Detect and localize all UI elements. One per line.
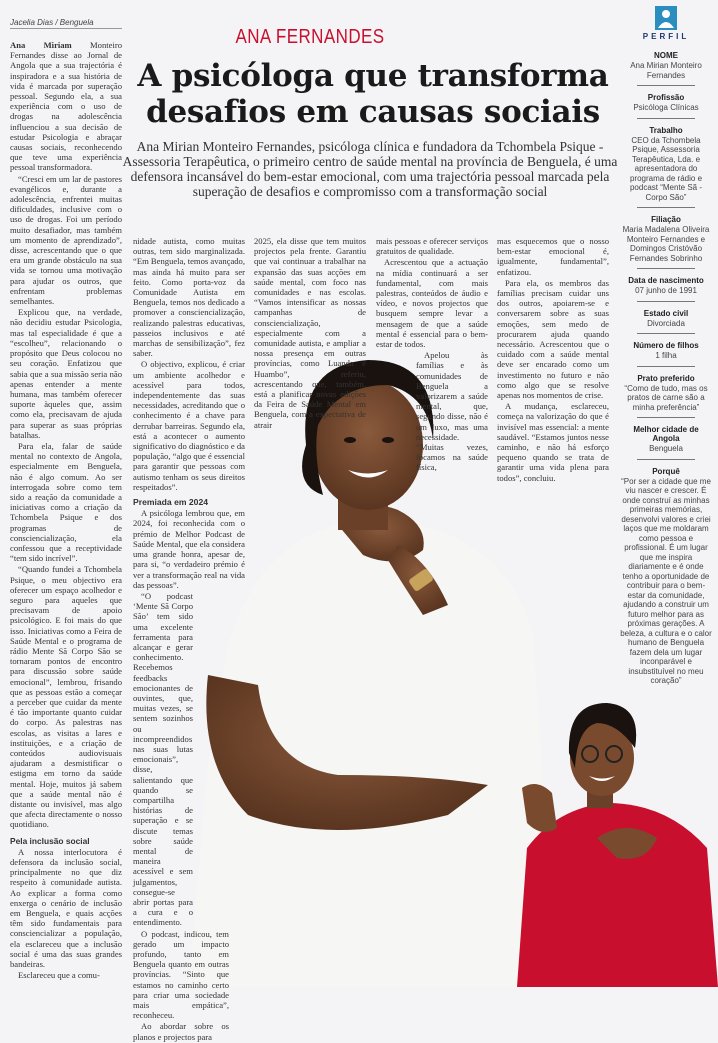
profile-item <box>620 126 712 209</box>
profile-item-value: “Por ser a cidade que me viu nascer e crescer. É onde construí as minhas primeiras memórias, desenvolvi valores e criei laços que me moldaram como pessoa e profissional. É um lugar que me inspira diariamente e é onde tenho a oportunidade de contribuir para o bem-estar da comunidade, ajudando a construir um futuro melhor para as próximas gerações. A beleza, a cultura e o calor humano de Benguela fazem dela um lugar inconparável e insubstituível no meu coração” <box>620 476 712 685</box>
profile-sidebar <box>620 6 712 686</box>
lead-name: Ana Miriam <box>10 40 72 50</box>
divider <box>637 207 695 208</box>
paragraph: A mudança, esclareceu, começa na valorização do que é invisível mas essencial: a mente saudável. “Estamos juntos nesse caminho, e não há esforço pequeno quando se trata de garantir uma vida plena para todos”, concluiu. <box>497 401 609 483</box>
profile-list <box>620 51 712 686</box>
lead-text: Monteiro Fernandes disse ao Jornal de Angola que a sua trajectória é inspiradora e a sua história de vida é marcada por superação pessoal. Segundo ela, a sua experiência com o uso de drogas na adolescência influenciou a sua decisão de estudar Psicologia e abraçar causas sociais, reconhecendo que teve uma experiência pessoal transformadora. <box>10 40 122 173</box>
secondary-photo <box>517 698 718 987</box>
paragraph: nidade autista, como muitas outras, tem sido marginalizada. “Em Benguela, temos avançado, mas ainda há muito para ser feito. Como porta-voz da Comunidade Autista em Benguela, temos nos dedicado a promover a consciencialização, realizando palestras educativas, passeios inclusivos e até marchas de sensibilização”, fez saber. <box>133 236 245 359</box>
profile-item-value: “Como de tudo, mas os pratos de carne são a minha preferência” <box>624 383 708 412</box>
paragraph: “O podcast ‘Mente Sã Corpo São’ tem sido uma excelente ferramenta para alcançar e gerar conhecimento. Recebemos feedbacks emocionantes de ouvintes, que, muitas vezes, se sentem sozinhos ou incompreendidos nas suas lutas emocionais”, disse, salientando que quando se compartilha histórias de superação e se discute temas sobre saúde mental de maneira acessível e sem julgamentos, consegue-se abrir portas para a cura e o entendimento. <box>133 590 193 928</box>
paragraph: O podcast, indicou, tem gerado um impacto profundo, tanto em Benguela quanto em outras províncias. “Sinto que estamos no caminho certo para criar uma sociedade mais empática”, reconheceu. <box>133 928 229 1021</box>
profile-item-label: Data de nascimento <box>628 276 704 285</box>
paragraph: A nossa interlocutora é defensora da inclusão social, principalmente no que diz respeito à comunidade autista. Ao explicar a forma como enxerga o cenário de inclusão em Benguela, e quais acções têm sido fundamentais para consciencializar a população, ela esclareceu que a inclusão social é uma das suas grandes bandeiras. <box>10 846 122 970</box>
headline: A psicóloga que transforma desafios em causas sociais <box>137 58 609 130</box>
profile-item <box>620 374 712 419</box>
profile-item <box>620 341 712 367</box>
divider <box>637 417 695 418</box>
profile-title: PERFIL <box>642 32 690 41</box>
divider <box>637 333 695 334</box>
profile-item-label: Número de filhos <box>633 341 699 350</box>
profile-item-value: Benguela <box>649 444 683 453</box>
profile-item <box>620 276 712 302</box>
divider <box>637 366 695 367</box>
paragraph: mais pessoas e oferecer serviços gratuitos de qualidade. <box>376 236 488 257</box>
profile-item-label: Porquê <box>652 466 680 476</box>
subheading: Pela inclusão social <box>10 835 90 846</box>
paragraph: Para ela, falar de saúde mental no contexto de Angola, especialmente em Benguela, não é algo comum. Ao ser interrogada sobre como tem sido a reação da comunidade a iniciativas como a criação da Tchombela Psique e dos programas de consciencialização, ela confessou que a receptividade “tem sido incrível”. <box>10 440 122 564</box>
profile-item <box>620 215 712 269</box>
paragraph: 2025, ela disse que tem muitos projectos pela frente. Garantiu que vai continuar a trabalhar na expansão das suas acções em saúde mental, com foco nas comunidades e nas escolas. “Vamos intensificar as nossas campanhas de consciencialização, especialmente com a comunidade autista, e ampliar a nossa presença em outras províncias, como Luanda e Huambo”, referiu, acrescentando que, também, está a planificar novas edições da Feira de Saúde Mental em Benguela, com a expectativa de atrair <box>254 236 366 430</box>
column-5 <box>497 236 609 484</box>
paragraph: Acrescentou que a actuação na mídia continuará a ser fundamental, com mais palestras, conteúdos de áudio e vídeo, e novos projectos que busquem sempre levar a mensagem de que a saúde mental é essencial para o bem-estar de todos. <box>376 257 488 350</box>
profile-item-value: 1 filha <box>655 351 677 360</box>
paragraph: mas esquecemos que o nosso bem-estar emocional é, igualmente, fundamental”, enfatizou. <box>497 236 609 277</box>
profile-item-label: Estado civil <box>643 308 689 318</box>
profile-item-label: Trabalho <box>649 125 683 135</box>
deck: Ana Mirian Monteiro Fernandes, psicóloga clínica e fundadora da Tchombela Psique - Assessoria Terapêutica, o primeiro centro de saúde mental na província de Benguela, é uma defensora incansável do bem-estar emocional, com uma trajectória pessoal marcada pela superação de desafios e compromisso com a transformação social <box>122 139 618 199</box>
profile-item-value: Divorciada <box>647 318 685 328</box>
byline: Jacelia Dias / Benguela <box>10 18 122 29</box>
profile-item-label: Filiação <box>651 215 681 224</box>
paragraph: Ao abordar sobre os planos e projectos para <box>133 1021 229 1042</box>
column-2 <box>133 236 245 1043</box>
paragraph: A psicóloga lembrou que, em 2024, foi reconhecida com o prémio de Melhor Podcast de Saúde Mental, que ela considera uma grande honra, apesar de, para si, “o verdadeiro prémio é ver a transformação real na vida das pessoas”. <box>133 508 245 590</box>
divider <box>637 459 695 460</box>
profile-item-value: Maria Madalena Oliveira Monteiro Fernandes e Domingos Cristóvão Fernandes Sobrinho <box>622 225 710 263</box>
profile-item-label: Prato preferido <box>637 373 695 383</box>
profile-item <box>620 309 712 335</box>
paragraph: Esclareceu que a comu- <box>18 970 100 981</box>
profile-item-value: CEO da Tchombela Psique, Assessoria Terapêutica, Lda. e apresentadora do programa de rádio e podcast “Mente Sã - Corpo São” <box>629 135 703 202</box>
profile-item-label: Melhor cidade de Angola <box>633 425 699 443</box>
profile-item <box>620 467 712 686</box>
divider <box>637 301 695 302</box>
paragraph: “Cresci em um lar de pastores evangélicos e, durante a adolescência, enfrentei muitas dificuldades, inclusive com o uso de drogas. Foi um período muito desafiador, mas também um momento de aprendizado”, disse, acrescentando que o que era um grande obstáculo na sua vida se tornou uma motivação para ajudar os outros, que enfrentam problemas semelhantes. <box>10 173 122 307</box>
paragraph: Apelou às famílias e às comunidades de Benguela a valorizarem a saúde mental, que, segundo disse, não é um luxo, mas uma necessidade. “Muitas vezes, focamos na saúde física, <box>416 350 488 473</box>
divider <box>637 268 695 269</box>
subheading: Premiada em 2024 <box>133 497 209 508</box>
paragraph: O objectivo, explicou, é criar um ambiente acolhedor e acessível para todos, independentemente das suas necessidades, acreditando que o conhecimento é a chave para derrubar barreiras. Segundo ela, está a acontecer o aumento significativo do diagnóstico e da população, “algo que é essencial para garantir que pessoas com autismo tenham os seus direitos respeitados”. <box>133 359 245 492</box>
paragraph: “Quando fundei a Tchombela Psique, o meu objectivo era oferecer um espaço acolhedor e seguro para aqueles que precisavam de apoio psicológico. E foi mais do que isso. Iniciativas como a Feira de Saúde Mental e o programa de rádio Mente Sã Corpo São se tornaram pontos de encontro para discussão sobre saúde emocional”, lembrou, frisando que as pessoas estão a começar a perceber que cuidar da mente é tão importante quanto cuidar do corpo. As palestras nas escolas, as visitas a lares e instituições, e a criação de conteúdos audiovisuais ajudaram a desmistificar o estigma em torno da saúde mental. Hoje, muitos já sabem que a saúde mental não é distante ou invisível, mas algo que afecta directamente o nosso quotidiano. <box>10 564 122 830</box>
left-column <box>10 40 122 981</box>
divider <box>637 118 695 119</box>
profile-item-label: NOME <box>654 51 678 60</box>
paragraph: Para ela, os membros das famílias precisam cuidar uns dos outros, apoiarem-se e conversarem sobre as suas emoções, sem medo de procurarem ajuda quando necessário. Acrescentou que o cuidado com a saúde mental deve ser encarado como um investimento no futuro e não como algo que se resolve apenas nos momentos de crise. <box>497 277 609 401</box>
profile-item-value: 07 junho de 1991 <box>635 286 697 295</box>
divider <box>637 85 695 86</box>
column-4 <box>376 236 488 474</box>
column-3 <box>254 236 366 431</box>
profile-item <box>620 51 712 86</box>
profile-item <box>620 425 712 460</box>
profile-item-value: Ana Mirian Monteiro Fernandes <box>630 61 702 80</box>
profile-item-value: Psicóloga Clínicas <box>633 103 699 112</box>
kicker-name: ANA FERNANDES <box>235 26 385 48</box>
profile-logo-icon <box>655 6 677 30</box>
profile-item-label: Profissão <box>647 93 685 102</box>
paragraph: Explicou que, na verdade, não decidiu estudar Psicologia, mas tal especialidade é que a “escolheu”, relacionando o propósito que Deus colocou no seu coração. Enfatizou que sabia que a sua missão seria não apenas entender a mente humana, mas também oferecer suporte àqueles que, assim como ela, precisavam de ajuda para superar as suas próprias batalhas. <box>10 307 122 440</box>
profile-item <box>620 93 712 119</box>
